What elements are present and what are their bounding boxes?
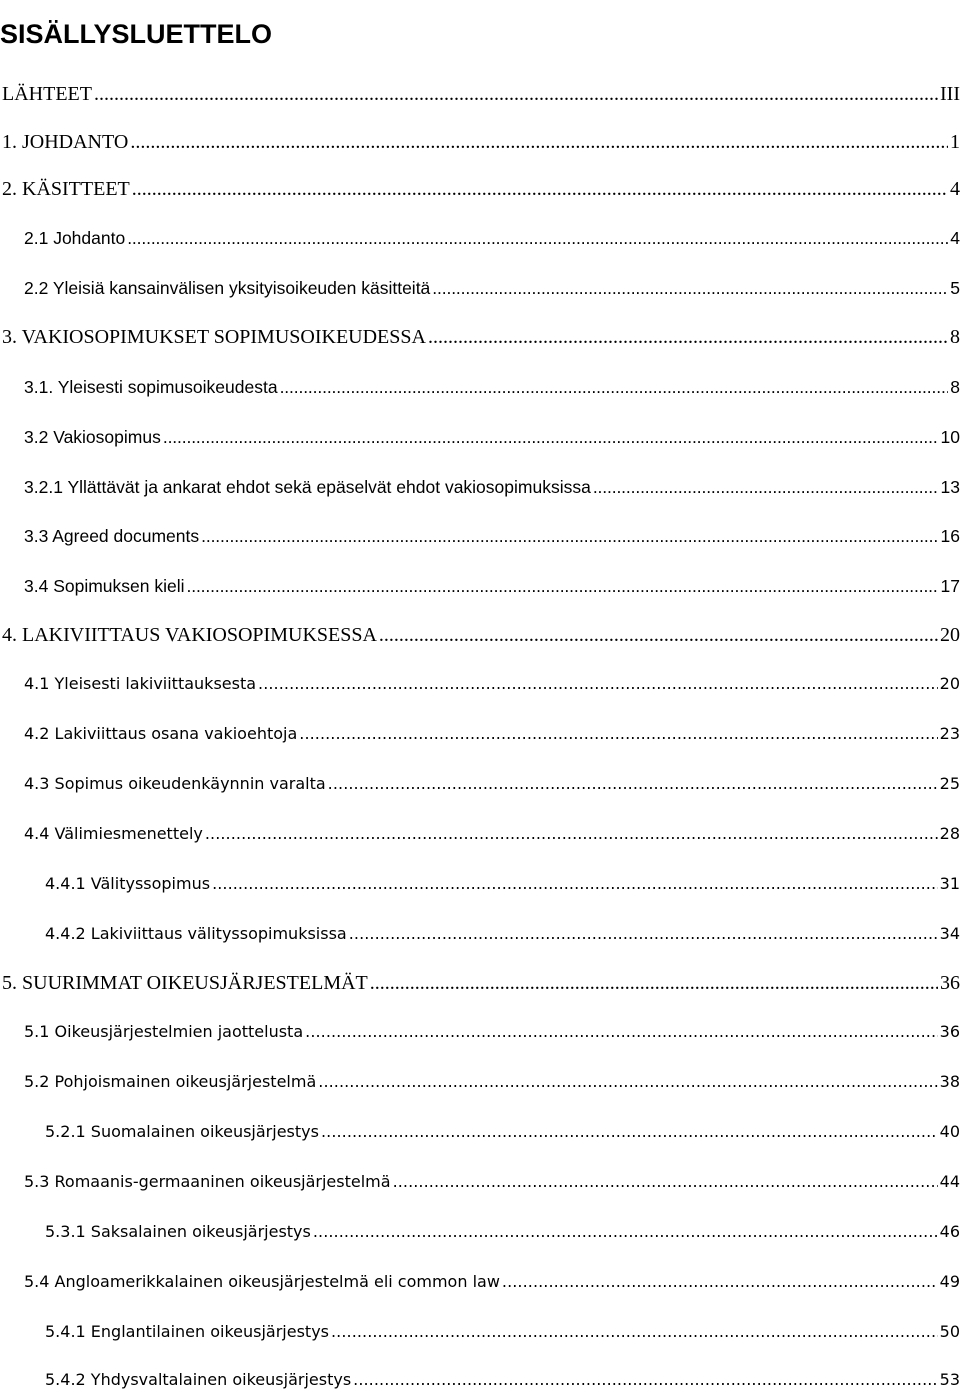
- toc-entry-text: 5.3 Romaanis-germaaninen oikeusjärjestelmä: [24, 1172, 391, 1191]
- toc-entry-text: 4.2 Lakiviittaus osana vakioehtoja: [24, 724, 298, 743]
- toc-entry-4-3[interactable]: [24, 774, 960, 804]
- dot-leader: [127, 228, 948, 249]
- toc-entry-5-4-1[interactable]: [45, 1322, 960, 1352]
- toc-entry-page: 38: [939, 1072, 960, 1091]
- dot-leader: [313, 1222, 938, 1241]
- toc-entry-page: 8: [950, 377, 960, 397]
- toc-entry-text: 4.4.1 Välityssopimus: [45, 874, 211, 893]
- toc-entry-text: 3.1. Yleisesti sopimusoikeudesta: [24, 377, 278, 397]
- dot-leader: [349, 924, 938, 943]
- dot-leader: [258, 674, 938, 693]
- toc-entry-text: 5.4 Angloamerikkalainen oikeusjärjestelmä eli common law: [24, 1272, 500, 1291]
- toc-entry-3[interactable]: [2, 326, 960, 356]
- toc-entry-page: 50: [939, 1322, 960, 1341]
- toc-entry-page: 16: [940, 526, 960, 546]
- toc-entry-page: 28: [939, 824, 960, 843]
- toc-entry-5-4-2[interactable]: [45, 1370, 960, 1400]
- toc-entry-page: 20: [939, 674, 960, 693]
- toc-entry-5[interactable]: [2, 972, 960, 1002]
- dot-leader: [163, 427, 939, 448]
- toc-entry-1[interactable]: [2, 131, 960, 161]
- toc-entry-3-2-1[interactable]: [24, 477, 960, 507]
- toc-entry-page: 31: [939, 874, 960, 893]
- toc-entry-page: 4: [950, 178, 960, 200]
- toc-entry-3-4[interactable]: [24, 576, 960, 606]
- toc-entry-4-4[interactable]: [24, 824, 960, 854]
- toc-entry-text: 5.2 Pohjoismainen oikeusjärjestelmä: [24, 1072, 317, 1091]
- dot-leader: [280, 377, 949, 398]
- toc-entry-page: 53: [939, 1370, 960, 1389]
- toc-entry-text: 5.4.1 Englantilainen oikeusjärjestys: [45, 1322, 329, 1341]
- dot-leader: [428, 326, 948, 349]
- dot-leader: [393, 1172, 938, 1191]
- dot-leader: [328, 774, 938, 793]
- toc-entry-3-3[interactable]: [24, 526, 960, 556]
- dot-leader: [94, 83, 938, 106]
- toc-entry-4-4-2[interactable]: [45, 924, 960, 954]
- toc-entry-text: 3.2 Vakiosopimus: [24, 427, 161, 447]
- toc-entry-page: 46: [939, 1222, 960, 1241]
- toc-entry-text: 5.3.1 Saksalainen oikeusjärjestys: [45, 1222, 311, 1241]
- dot-leader: [299, 724, 937, 743]
- toc-entry-4-4-1[interactable]: [45, 874, 960, 904]
- toc-entry-text: 4.3 Sopimus oikeudenkäynnin varalta: [24, 774, 326, 793]
- dot-leader: [331, 1322, 938, 1341]
- toc-entry-text: 2.1 Johdanto: [24, 228, 126, 248]
- dot-leader: [353, 1370, 937, 1389]
- toc-entry-text: 4.4 Välimiesmenettely: [24, 824, 203, 843]
- toc-entry-page: 10: [940, 427, 960, 447]
- toc-entry-page: 17: [940, 576, 960, 596]
- toc-entry-page: 13: [940, 477, 960, 497]
- dot-leader: [130, 131, 948, 154]
- dot-leader: [212, 874, 938, 893]
- dot-leader: [305, 1022, 938, 1041]
- toc-entry-text: 3.3 Agreed documents: [24, 526, 200, 546]
- toc-entry-5-1[interactable]: [24, 1022, 960, 1052]
- dot-leader: [593, 477, 939, 498]
- toc-entry-page: III: [940, 83, 960, 105]
- page-title: SISÄLLYSLUETTELO: [0, 19, 273, 50]
- toc-entry-page: 4: [950, 228, 960, 248]
- toc-entry-text: 5.1 Oikeusjärjestelmien jaottelusta: [24, 1022, 304, 1041]
- toc-entry-5-2-1[interactable]: [45, 1122, 960, 1152]
- toc-entry-page: 8: [950, 326, 960, 348]
- toc-entry-lahteet[interactable]: [2, 83, 960, 113]
- toc-entry-page: 49: [939, 1272, 960, 1291]
- toc-entry-page: 1: [950, 131, 960, 153]
- toc-entry-page: 44: [939, 1172, 960, 1191]
- toc-entry-page: 23: [939, 724, 960, 743]
- toc-entry-page: 36: [939, 1022, 960, 1041]
- dot-leader: [201, 526, 938, 547]
- toc-entry-2-1[interactable]: [24, 228, 960, 258]
- toc-entry-3-2[interactable]: [24, 427, 960, 457]
- toc-entry-3-1[interactable]: [24, 377, 960, 407]
- toc-entry-2[interactable]: [2, 178, 960, 208]
- toc-entry-4[interactable]: [2, 624, 960, 654]
- toc-entry-page: 40: [939, 1122, 960, 1141]
- toc-entry-5-2[interactable]: [24, 1072, 960, 1102]
- toc-entry-text: 4.1 Yleisesti lakiviittauksesta: [24, 674, 257, 693]
- dot-leader: [379, 624, 938, 647]
- toc-entry-text: 1. JOHDANTO: [2, 131, 129, 153]
- dot-leader: [370, 972, 938, 995]
- toc-entry-text: 5.4.2 Yhdysvaltalainen oikeusjärjestys: [45, 1370, 352, 1389]
- toc-entry-2-2[interactable]: [24, 278, 960, 308]
- toc-entry-text: 3.2.1 Yllättävät ja ankarat ehdot sekä epäselvät ehdot vakiosopimuksissa: [24, 477, 591, 497]
- dot-leader: [132, 178, 948, 201]
- toc-entry-text: 5. SUURIMMAT OIKEUSJÄRJESTELMÄT: [2, 972, 368, 994]
- toc-entry-5-3-1[interactable]: [45, 1222, 960, 1252]
- dot-leader: [318, 1072, 937, 1091]
- dot-leader: [502, 1272, 938, 1291]
- toc-entry-text: 2.2 Yleisiä kansainvälisen yksityisoikeuden käsitteitä: [24, 278, 431, 298]
- dot-leader: [187, 576, 939, 597]
- dot-leader: [321, 1122, 938, 1141]
- dot-leader: [205, 824, 938, 843]
- toc-entry-5-4[interactable]: [24, 1272, 960, 1302]
- toc-entry-text: 2. KÄSITTEET: [2, 178, 130, 200]
- toc-entry-4-2[interactable]: [24, 724, 960, 754]
- toc-entry-text: 4.4.2 Lakiviittaus välityssopimuksissa: [45, 924, 347, 943]
- toc-entry-4-1[interactable]: [24, 674, 960, 704]
- dot-leader: [432, 278, 948, 299]
- toc-entry-page: 25: [939, 774, 960, 793]
- toc-entry-page: 34: [939, 924, 960, 943]
- toc-entry-5-3[interactable]: [24, 1172, 960, 1202]
- toc-entry-text: LÄHTEET: [2, 83, 92, 105]
- toc-entry-page: 5: [950, 278, 960, 298]
- toc-entry-text: 5.2.1 Suomalainen oikeusjärjestys: [45, 1122, 319, 1141]
- toc-entry-text: 3.4 Sopimuksen kieli: [24, 576, 185, 596]
- toc-entry-text: 3. VAKIOSOPIMUKSET SOPIMUSOIKEUDESSA: [2, 326, 426, 348]
- toc-entry-page: 20: [940, 624, 960, 646]
- toc-entry-text: 4. LAKIVIITTAUS VAKIOSOPIMUKSESSA: [2, 624, 377, 646]
- toc-entry-page: 36: [940, 972, 960, 994]
